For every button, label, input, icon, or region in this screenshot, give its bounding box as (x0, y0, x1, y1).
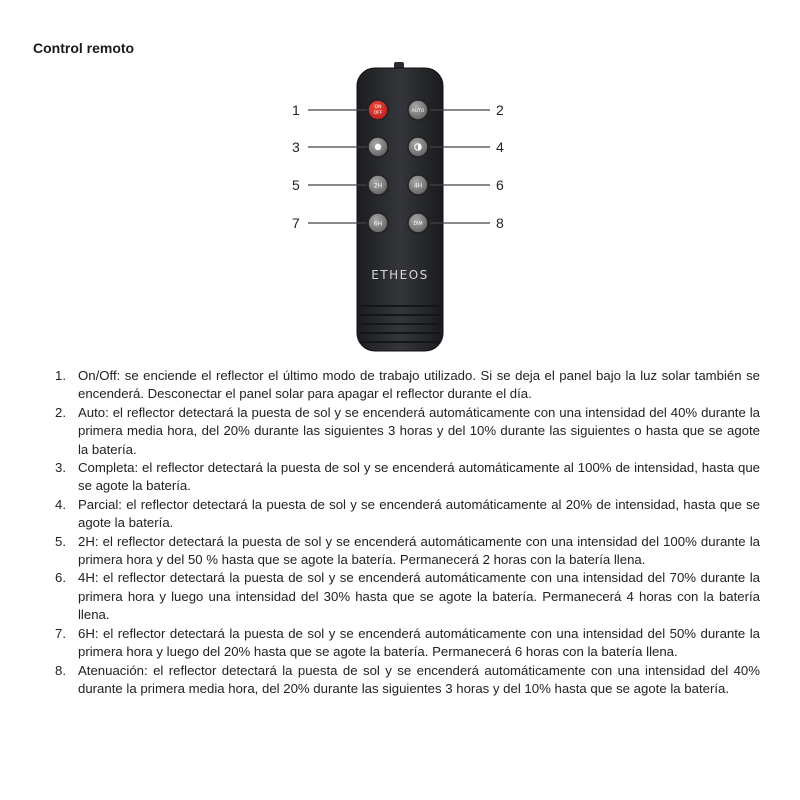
button-8-dim[interactable] (408, 213, 428, 233)
svg-text:OFF: OFF (373, 111, 383, 116)
button-4-partial[interactable] (408, 137, 428, 157)
svg-text:2H: 2H (373, 182, 383, 190)
button-5-2h[interactable] (368, 175, 388, 195)
brand-logo: ETHEOS (371, 268, 429, 282)
callout-1: 1 (292, 102, 300, 118)
button-2-auto[interactable] (408, 100, 428, 120)
button-7-6h[interactable] (368, 213, 388, 233)
function-list (55, 367, 760, 698)
svg-text:AUTO: AUTO (411, 109, 425, 114)
full-light-icon (375, 144, 381, 150)
list-item: 3. Completa: el reflector detectará la puesta de sol y se encenderá automáticamente al 100% de intensidad, hasta que se agote la batería. (55, 460, 760, 494)
svg-text:4H: 4H (413, 182, 423, 190)
list-item: 4. Parcial: el reflector detectará la puesta de sol y se encenderá automáticamente al 20% de intensidad, hasta que se agote la batería. (55, 496, 760, 531)
callout-6: 6 (496, 177, 504, 193)
section-title: Control remoto (33, 40, 135, 56)
list-item: 2. Auto: el reflector detectará la puesta de sol y se encenderá automáticamente con una intensidad del 40% durante la primera media hora, del 20% durante las siguientes 3 horas y del 10% durante las siguientes o hasta que se agote la batería. (55, 404, 760, 457)
callout-5: 5 (292, 177, 300, 193)
list-item: 7. 6H: el reflector detectará la puesta de sol y se encenderá automáticamente con una intensidad del 50% durante la primera hora y luego del 20% hasta que se agote la batería. Permanecerá 6 horas con la batería llena. (55, 625, 760, 660)
list-item: 6. 4H: el reflector detectará la puesta de sol y se encenderá automáticamente con una intensidad del 70% durante la primera hora y luego una intensidad del 30% hasta que se agote la batería. Permanecerá 4 horas con la batería llena. (55, 570, 760, 623)
remote-control-svg (0, 0, 800, 360)
button-1-onoff[interactable] (368, 100, 388, 120)
list-item: 5. 2H: el reflector detectará la puesta de sol y se encenderá automáticamente con una intensidad del 100% durante la primera hora y del 50 % hasta que se agote la batería. Permanecerá 2 horas con la batería llena. (55, 533, 760, 568)
list-item: 1. On/Off: se enciende el reflector el último modo de trabajo utilizado. Si se deja el panel bajo la luz solar también se encenderá. Desconectar el panel solar para apagar el reflector durante el día. (55, 368, 760, 402)
callout-7: 7 (292, 215, 300, 231)
callout-4: 4 (496, 139, 504, 155)
callout-2: 2 (496, 102, 504, 118)
callout-8: 8 (496, 215, 504, 231)
svg-text:6H: 6H (373, 220, 383, 228)
svg-text:ON: ON (374, 105, 382, 110)
button-6-4h[interactable] (408, 175, 428, 195)
list-item: 8. Atenuación: el reflector detectará la puesta de sol y se encenderá automáticamente con una intensidad del 40% durante la primera media hora, del 20% durante las siguientes 3 horas y del 10% hasta que se agote la batería. (55, 662, 760, 696)
callout-3: 3 (292, 139, 300, 155)
svg-text:DIM: DIM (413, 222, 423, 227)
button-3-full[interactable] (368, 137, 388, 157)
remote-illustration (0, 0, 800, 360)
